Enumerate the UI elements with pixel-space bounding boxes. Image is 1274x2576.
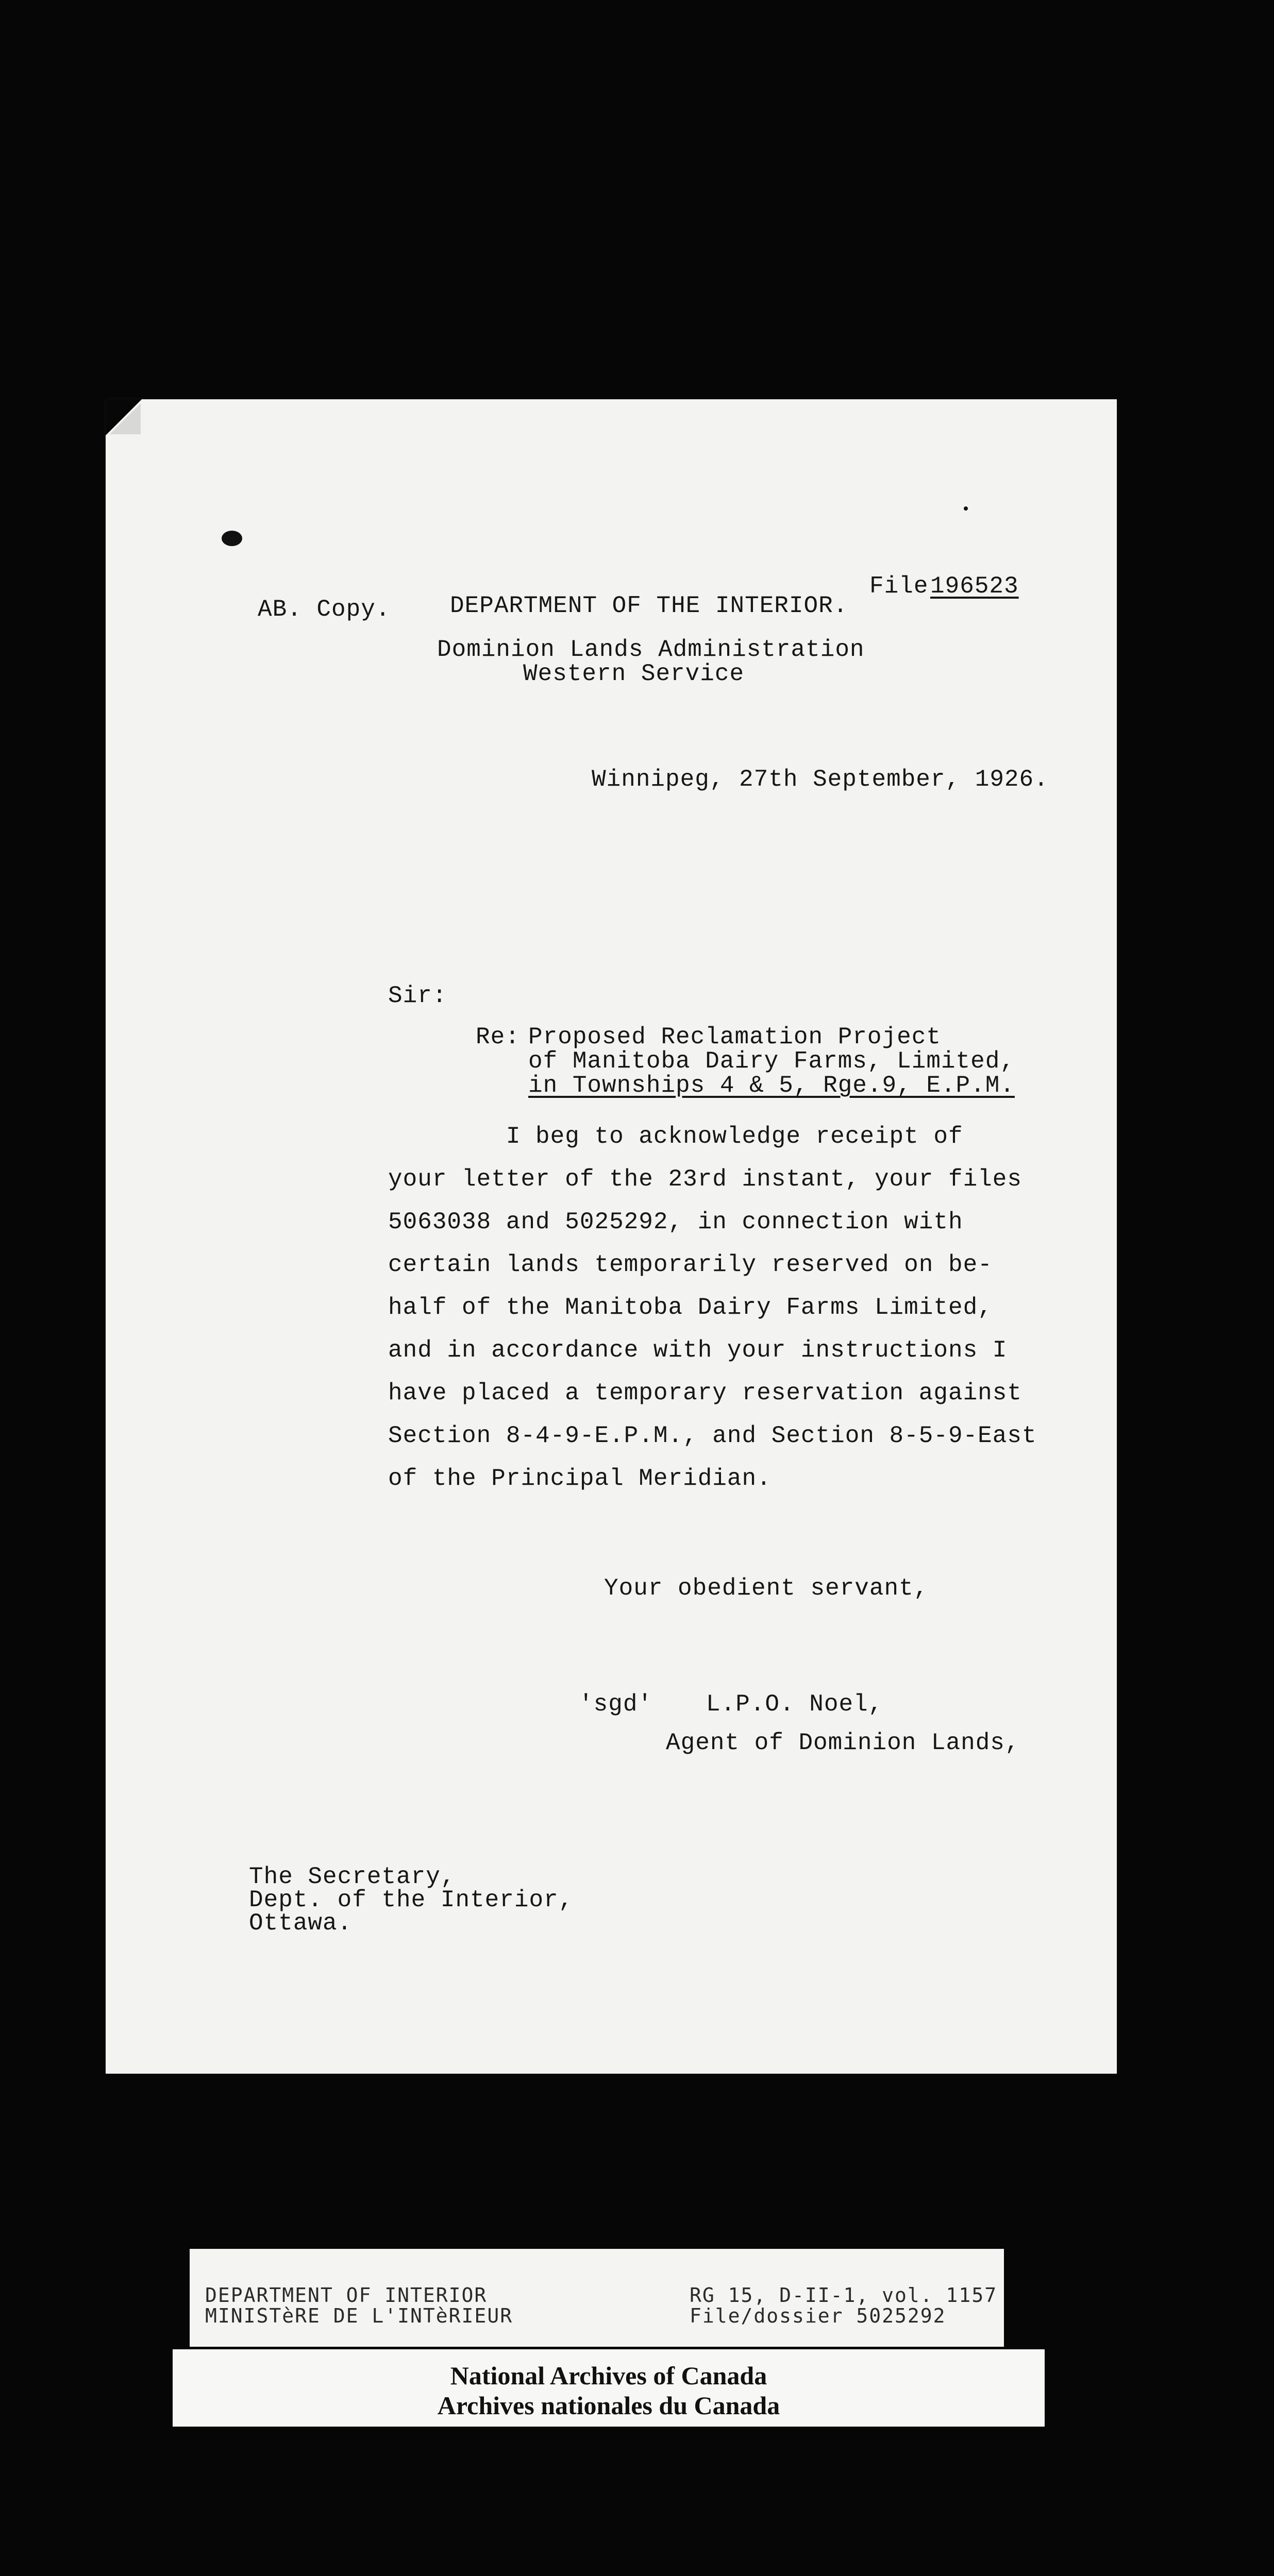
page-fold-shade (110, 403, 141, 434)
signer-name: L.P.O. Noel, (706, 1691, 883, 1718)
file-dossier-number: File/dossier 5025292 (690, 2304, 946, 2327)
salutation: Sir: (388, 982, 447, 1009)
archive-reference-label (190, 2249, 1004, 2347)
dept-en: DEPARTMENT OF INTERIOR (205, 2284, 488, 2307)
signed-mark: 'sgd' (579, 1691, 653, 1718)
re-line-2: of Manitoba Dairy Farms, Limited, (528, 1048, 1015, 1075)
dept-fr: MINISTèRE DE L'INTèRIEUR (205, 2304, 513, 2327)
re-line-3: in Townships 4 & 5, Rge.9, E.P.M. (528, 1072, 1015, 1099)
body-line: have placed a temporary reservation against (388, 1380, 1022, 1406)
body-line: I beg to acknowledge receipt of (388, 1123, 963, 1150)
letter-page (106, 399, 1117, 2074)
addressee-line-3: Ottawa. (249, 1910, 353, 1937)
department-heading: DEPARTMENT OF THE INTERIOR. (450, 592, 848, 619)
ink-blot (222, 531, 242, 546)
body-line: half of the Manitoba Dairy Farms Limited, (388, 1294, 993, 1321)
file-number: 196523 (930, 573, 1019, 600)
closing: Your obedient servant, (604, 1575, 929, 1602)
re-line-1: Proposed Reclamation Project (528, 1024, 941, 1050)
admin-line-1: Dominion Lands Administration (437, 636, 865, 663)
body-line: certain lands temporarily reserved on be- (388, 1251, 993, 1278)
body-line: Section 8-4-9-E.P.M., and Section 8-5-9-East (388, 1422, 1037, 1449)
copy-note: AB. Copy. (258, 596, 391, 623)
archives-name-en: National Archives of Canada (450, 2361, 767, 2390)
record-group-reference: RG 15, D-II-1, vol. 1157 (690, 2284, 998, 2307)
ink-speck (964, 506, 968, 511)
body-line: 5063038 and 5025292, in connection with (388, 1209, 963, 1235)
body-line: your letter of the 23rd instant, your files (388, 1166, 1022, 1193)
archives-name-fr: Archives nationales du Canada (437, 2391, 780, 2420)
admin-line-2: Western Service (523, 660, 745, 687)
body-line: of the Principal Meridian. (388, 1465, 772, 1492)
file-label: File (869, 573, 929, 600)
archives-banner (173, 2349, 1045, 2427)
place-date: Winnipeg, 27th September, 1926. (592, 766, 1049, 793)
addressee-line-1: The Secretary, (249, 1863, 456, 1890)
signer-title: Agent of Dominion Lands, (666, 1730, 1020, 1756)
re-label: Re: (476, 1024, 520, 1050)
addressee-line-2: Dept. of the Interior, (249, 1887, 574, 1913)
body-line: and in accordance with your instructions I (388, 1337, 1008, 1364)
